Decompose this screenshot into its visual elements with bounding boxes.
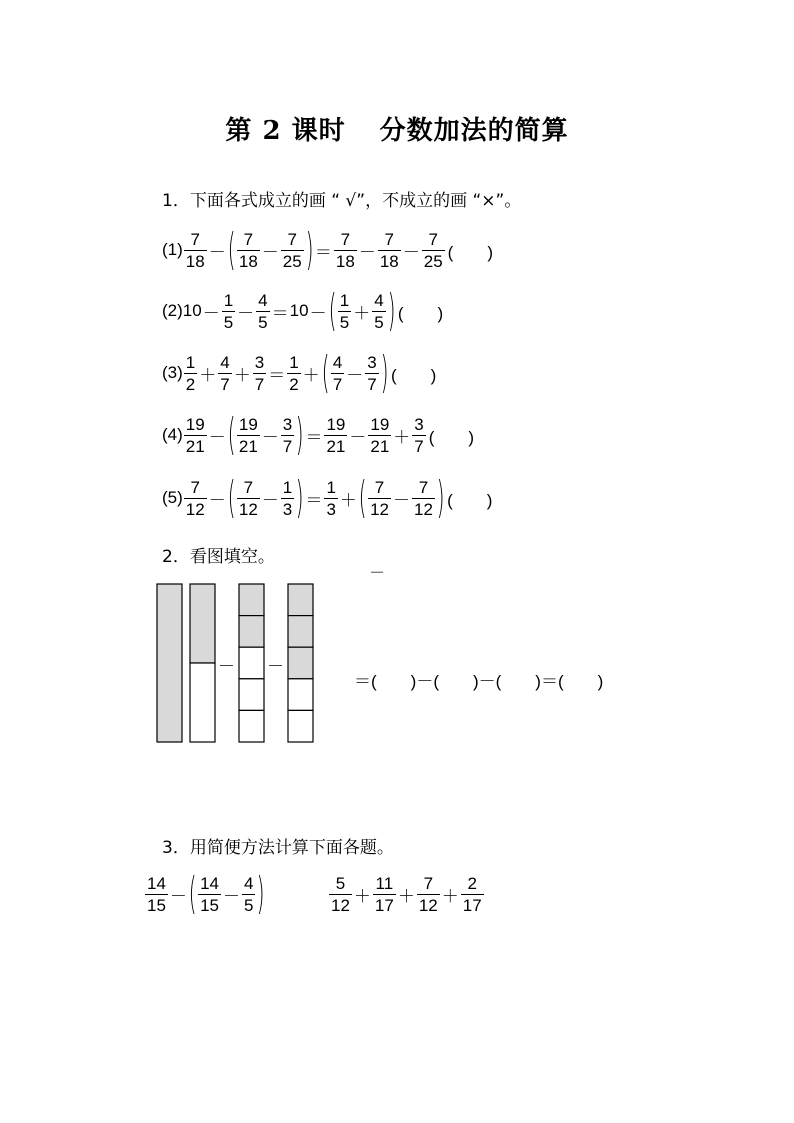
fraction: $\frac{1}{2}$ (185, 352, 196, 394)
empty-cell (288, 710, 313, 742)
q2-expression[interactable]: ＝( )－( )－( )＝( ) (354, 672, 604, 691)
fraction: $\frac{7}{12}$ (185, 477, 205, 519)
equals-sign: ＝ (271, 303, 289, 323)
fraction: $\frac{19}{21}$ (185, 414, 205, 456)
left-paren: ( (321, 347, 330, 398)
q3-heading: 3．用简便方法计算下面各题。 (162, 838, 394, 858)
fraction: $\frac{1}{2}$ (289, 352, 299, 394)
shaded-cell (288, 616, 313, 648)
fraction: $\frac{7}{25}$ (423, 229, 443, 271)
empty-cell (190, 663, 215, 742)
plus-sign: ＋ (397, 886, 415, 906)
minus-sign-1: － (369, 565, 386, 582)
fraction: $\frac{2}{17}$ (462, 873, 482, 915)
right-paren: ) (387, 285, 396, 336)
minus-sign: － (349, 427, 367, 447)
left-paren: ( (227, 224, 236, 275)
shaded-cell (288, 647, 313, 679)
fraction: $\frac{3}{7}$ (367, 352, 377, 394)
fraction: $\frac{7}{18}$ (379, 229, 399, 271)
q2-heading: 2．看图填空。 (162, 547, 275, 567)
minus-sign: － (393, 490, 410, 510)
q1-item-5 (162, 472, 492, 524)
plus-sign: ＋ (353, 303, 371, 323)
q3-problem-1 (144, 868, 266, 920)
minus-sign: － (237, 303, 255, 323)
equals-sign: ＝ (268, 365, 286, 385)
right-paren: ) (305, 224, 314, 275)
plus-sign: ＋ (199, 365, 217, 385)
empty-cell (239, 710, 264, 742)
lesson-number: 第 2 课时 (225, 116, 346, 146)
fraction: $\frac{11}{17}$ (374, 873, 394, 915)
minus-sign: － (208, 427, 226, 447)
right-paren: ) (436, 472, 445, 523)
fraction: $\frac{1}{5}$ (339, 290, 350, 332)
minus-sign: － (309, 303, 327, 323)
left-paren: ( (358, 472, 367, 523)
plus-sign: ＋ (233, 365, 251, 385)
shaded-cell (157, 584, 182, 742)
plus-sign: ＋ (353, 886, 371, 906)
item-label: (2) (162, 301, 183, 320)
fraction: $\frac{4}{7}$ (332, 352, 343, 394)
answer-blank[interactable]: ( ) (390, 365, 437, 385)
fraction-bar-diagram (150, 565, 386, 750)
fraction: $\frac{7}{25}$ (282, 229, 302, 271)
empty-cell (239, 647, 264, 679)
shaded-cell (239, 584, 264, 616)
fraction: $\frac{3}{7}$ (254, 352, 265, 394)
fraction: $\frac{1}{3}$ (326, 477, 336, 519)
plus-sign: ＋ (339, 490, 357, 510)
minus-sign: － (208, 242, 226, 262)
shaded-cell (288, 584, 313, 616)
empty-cell (239, 679, 264, 711)
minus-sign: － (346, 365, 364, 385)
left-paren: ( (188, 868, 197, 919)
fraction: $\frac{19}{21}$ (238, 414, 258, 456)
fraction: $\frac{4}{5}$ (244, 873, 254, 915)
minus-sign-2: － (267, 657, 284, 676)
plus-sign: ＋ (302, 365, 320, 385)
fraction: $\frac{19}{21}$ (326, 414, 346, 456)
fraction: $\frac{7}{18}$ (335, 229, 355, 271)
q1-item-2 (162, 285, 443, 337)
shaded-cell (239, 616, 264, 648)
q1-heading: 1．下面各式成立的画 “ √”，不成立的画 “×”。 (162, 191, 522, 211)
item-label: (3) (162, 363, 183, 382)
minus-sign: － (358, 242, 376, 262)
fraction: $\frac{14}{15}$ (200, 873, 220, 915)
fraction: $\frac{7}{12}$ (418, 873, 438, 915)
left-paren: ( (328, 285, 337, 336)
empty-cell (288, 679, 313, 711)
plus-sign: ＋ (441, 886, 459, 906)
answer-blank[interactable]: ( ) (447, 242, 493, 262)
right-paren: ) (257, 868, 265, 919)
minus-sign: － (169, 886, 187, 906)
fraction: $\frac{7}{12}$ (238, 477, 258, 519)
fraction: $\frac{1}{3}$ (282, 477, 293, 519)
number: 10 (182, 301, 202, 320)
fraction: $\frac{1}{5}$ (223, 290, 234, 332)
right-paren: ) (295, 472, 304, 523)
fraction: $\frac{4}{7}$ (220, 352, 230, 394)
item-label: (4) (162, 425, 183, 444)
equals-sign: ＝ (314, 242, 332, 262)
right-paren: ) (295, 409, 304, 460)
q1-item-4 (162, 409, 474, 461)
answer-blank[interactable]: ( ) (397, 303, 444, 323)
fraction: $\frac{3}{7}$ (282, 414, 293, 456)
fraction: $\frac{7}{12}$ (414, 477, 433, 519)
q3-problem-2 (328, 868, 485, 920)
minus-sign: － (402, 242, 420, 262)
minus-sign: － (261, 242, 279, 262)
minus-sign: － (261, 427, 279, 447)
equals-sign: ＝ (305, 427, 323, 447)
page-title (0, 110, 794, 147)
fraction: $\frac{7}{18}$ (238, 229, 258, 271)
minus-sign: － (223, 886, 241, 906)
fraction: $\frac{14}{15}$ (147, 873, 166, 915)
left-paren: ( (227, 409, 236, 460)
shaded-cell (190, 584, 215, 663)
fraction: $\frac{5}{12}$ (331, 873, 350, 915)
q1-item-3 (162, 347, 436, 399)
minus-sign: － (208, 490, 226, 510)
fraction: $\frac{7}{12}$ (370, 477, 389, 519)
lesson-topic: 分数加法的简算 (379, 116, 569, 146)
fraction: $\frac{7}{18}$ (185, 229, 205, 271)
number: 10 (289, 301, 309, 320)
fraction: $\frac{3}{7}$ (414, 414, 424, 456)
fraction: $\frac{19}{21}$ (370, 414, 390, 456)
minus-sign: － (261, 490, 279, 510)
left-paren: ( (227, 472, 236, 523)
q1-item-1 (162, 224, 493, 276)
equals-sign: ＝ (305, 490, 323, 510)
fraction: $\frac{4}{5}$ (374, 290, 384, 332)
minus-sign-1: － (218, 657, 235, 676)
minus-sign: － (202, 303, 220, 323)
right-paren: ) (380, 347, 389, 398)
answer-blank[interactable]: ( ) (447, 490, 493, 510)
answer-blank[interactable]: ( ) (428, 427, 475, 447)
item-label: (1) (162, 240, 183, 259)
item-label: (5) (162, 488, 183, 507)
plus-sign: ＋ (393, 427, 411, 447)
fraction: $\frac{4}{5}$ (258, 290, 268, 332)
